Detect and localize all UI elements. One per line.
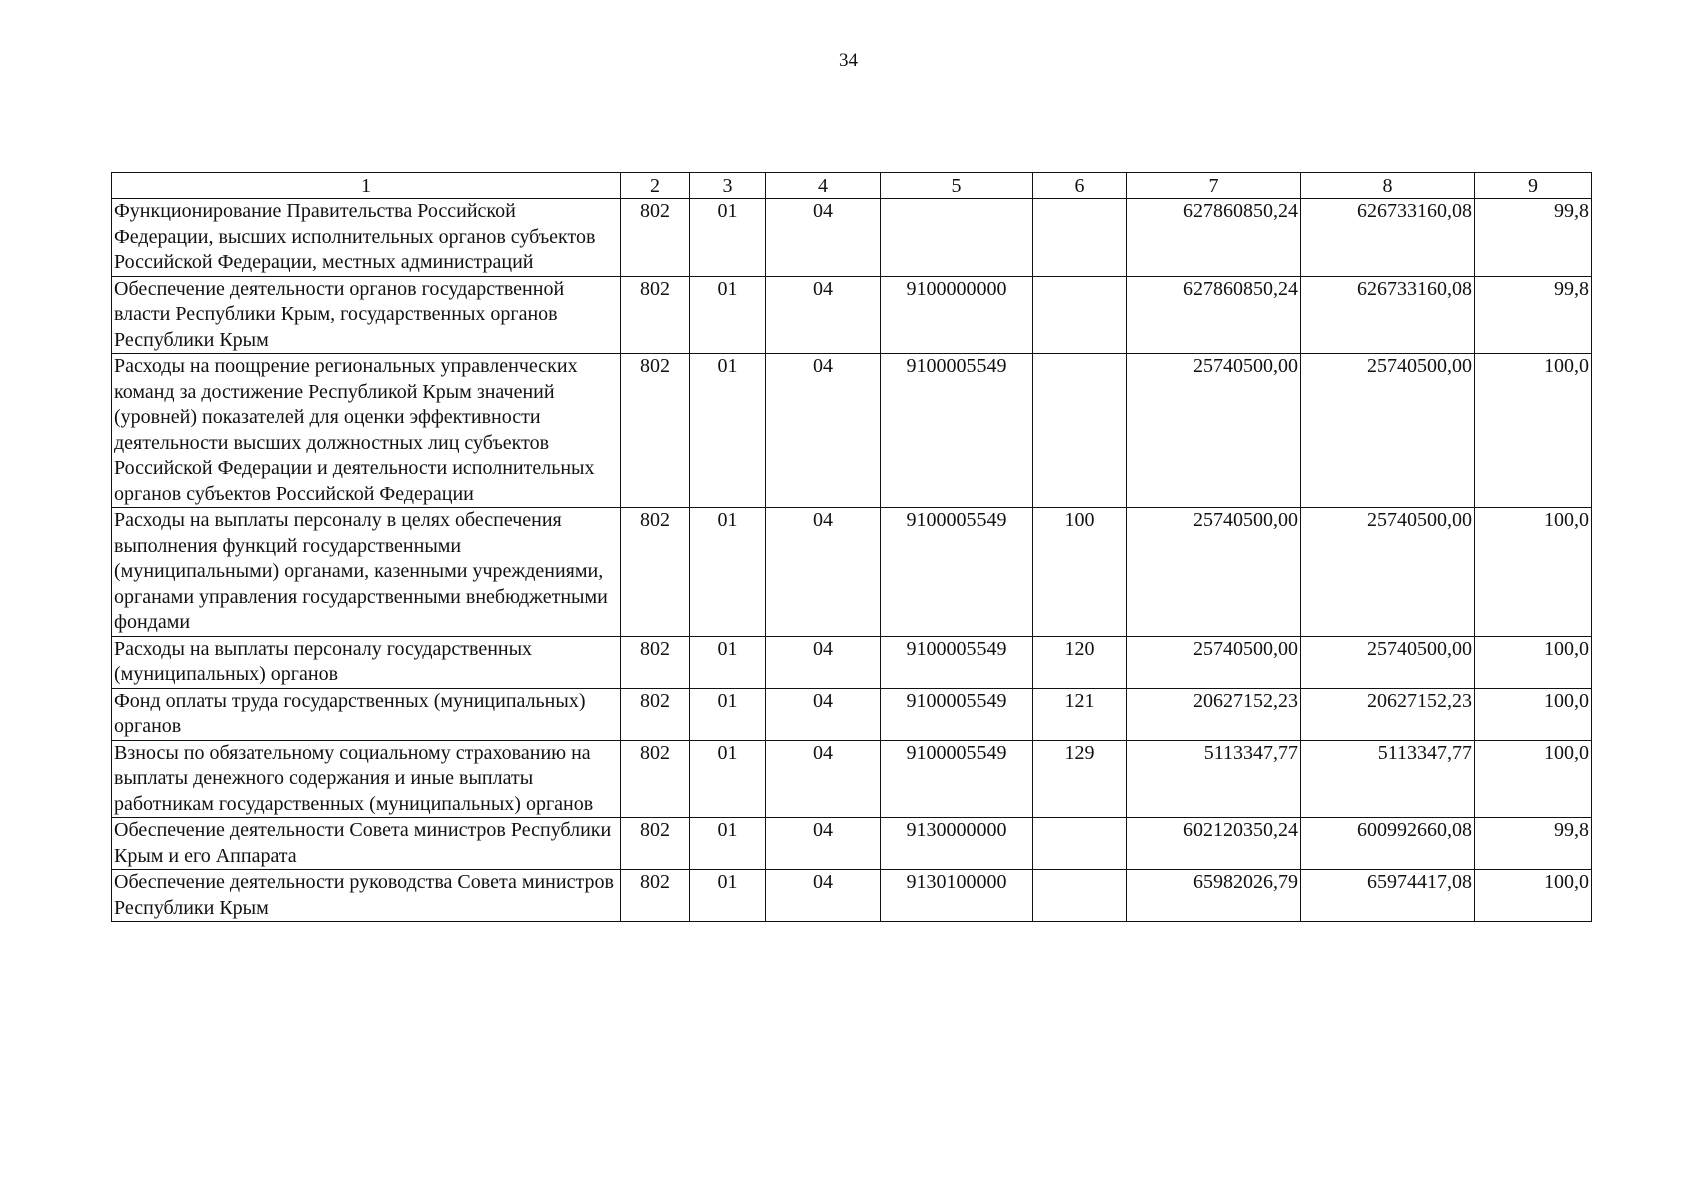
column-header-8: 8 (1301, 173, 1475, 199)
cell-col-5: 9130000000 (881, 818, 1033, 870)
column-header-9: 9 (1475, 173, 1592, 199)
cell-col-4: 04 (766, 740, 881, 818)
row-name: Расходы на выплаты персоналу в целях обеспечения выполнения функций государственными (муниципальными) органами, казенными учреждениями, органами управления государственными внебюджетными фондами (112, 508, 621, 637)
cell-col-7: 25740500,00 (1127, 636, 1301, 688)
cell-col-5: 9100005549 (881, 508, 1033, 637)
cell-col-8: 5113347,77 (1301, 740, 1475, 818)
budget-table (111, 172, 1592, 922)
cell-col-8: 20627152,23 (1301, 688, 1475, 740)
row-name: Функционирование Правительства Российской Федерации, высших исполнительных органов субъектов Российской Федерации, местных администраций (112, 199, 621, 277)
cell-col-8: 626733160,08 (1301, 276, 1475, 354)
cell-col-8: 65974417,08 (1301, 870, 1475, 922)
table-row (112, 688, 1592, 740)
cell-col-3: 01 (690, 740, 766, 818)
cell-col-6: 120 (1033, 636, 1127, 688)
cell-col-9: 100,0 (1475, 688, 1592, 740)
cell-col-3: 01 (690, 818, 766, 870)
cell-col-7: 25740500,00 (1127, 354, 1301, 508)
cell-col-7: 25740500,00 (1127, 508, 1301, 637)
cell-col-2: 802 (621, 636, 690, 688)
cell-col-8: 626733160,08 (1301, 199, 1475, 277)
cell-col-9: 99,8 (1475, 276, 1592, 354)
cell-col-5: 9100005549 (881, 354, 1033, 508)
cell-col-5: 9130100000 (881, 870, 1033, 922)
table-row (112, 199, 1592, 277)
cell-col-9: 99,8 (1475, 199, 1592, 277)
column-header-6: 6 (1033, 173, 1127, 199)
cell-col-9: 100,0 (1475, 740, 1592, 818)
cell-col-9: 100,0 (1475, 870, 1592, 922)
cell-col-6 (1033, 870, 1127, 922)
cell-col-4: 04 (766, 636, 881, 688)
cell-col-5: 9100000000 (881, 276, 1033, 354)
cell-col-6 (1033, 199, 1127, 277)
cell-col-7: 65982026,79 (1127, 870, 1301, 922)
cell-col-6 (1033, 818, 1127, 870)
cell-col-8: 25740500,00 (1301, 354, 1475, 508)
row-name: Расходы на поощрение региональных управленческих команд за достижение Республикой Крым значений (уровней) показателей для оценки эффективности деятельности высших должностных лиц субъектов Российской Федерации и деятельности исполнительных органов субъектов Российской Федерации (112, 354, 621, 508)
cell-col-2: 802 (621, 276, 690, 354)
cell-col-2: 802 (621, 199, 690, 277)
cell-col-8: 25740500,00 (1301, 636, 1475, 688)
table-row (112, 870, 1592, 922)
column-header-3: 3 (690, 173, 766, 199)
cell-col-3: 01 (690, 870, 766, 922)
cell-col-3: 01 (690, 199, 766, 277)
cell-col-3: 01 (690, 354, 766, 508)
cell-col-2: 802 (621, 688, 690, 740)
cell-col-6 (1033, 354, 1127, 508)
cell-col-6 (1033, 276, 1127, 354)
row-name: Обеспечение деятельности Совета министров Республики Крым и его Аппарата (112, 818, 621, 870)
table-row (112, 740, 1592, 818)
cell-col-7: 627860850,24 (1127, 199, 1301, 277)
cell-col-9: 99,8 (1475, 818, 1592, 870)
cell-col-6: 121 (1033, 688, 1127, 740)
row-name: Взносы по обязательному социальному страхованию на выплаты денежного содержания и иные выплаты работникам государственных (муниципальных) органов (112, 740, 621, 818)
cell-col-2: 802 (621, 818, 690, 870)
cell-col-4: 04 (766, 276, 881, 354)
cell-col-9: 100,0 (1475, 354, 1592, 508)
cell-col-2: 802 (621, 508, 690, 637)
row-name: Фонд оплаты труда государственных (муниципальных) органов (112, 688, 621, 740)
column-header-7: 7 (1127, 173, 1301, 199)
cell-col-7: 20627152,23 (1127, 688, 1301, 740)
column-header-5: 5 (881, 173, 1033, 199)
cell-col-8: 25740500,00 (1301, 508, 1475, 637)
cell-col-4: 04 (766, 199, 881, 277)
cell-col-6: 129 (1033, 740, 1127, 818)
cell-col-6: 100 (1033, 508, 1127, 637)
table-header-row (112, 173, 1592, 199)
cell-col-4: 04 (766, 818, 881, 870)
cell-col-4: 04 (766, 688, 881, 740)
table-row (112, 508, 1592, 637)
cell-col-4: 04 (766, 870, 881, 922)
row-name: Обеспечение деятельности органов государственной власти Республики Крым, государственных органов Республики Крым (112, 276, 621, 354)
table-row (112, 276, 1592, 354)
cell-col-2: 802 (621, 870, 690, 922)
column-header-4: 4 (766, 173, 881, 199)
cell-col-5 (881, 199, 1033, 277)
cell-col-4: 04 (766, 354, 881, 508)
cell-col-5: 9100005549 (881, 740, 1033, 818)
cell-col-8: 600992660,08 (1301, 818, 1475, 870)
cell-col-9: 100,0 (1475, 636, 1592, 688)
row-name: Обеспечение деятельности руководства Совета министров Республики Крым (112, 870, 621, 922)
cell-col-7: 5113347,77 (1127, 740, 1301, 818)
row-name: Расходы на выплаты персоналу государственных (муниципальных) органов (112, 636, 621, 688)
table-row (112, 636, 1592, 688)
table-row (112, 818, 1592, 870)
table-row (112, 354, 1592, 508)
cell-col-7: 627860850,24 (1127, 276, 1301, 354)
page-number: 34 (839, 50, 858, 71)
cell-col-7: 602120350,24 (1127, 818, 1301, 870)
cell-col-3: 01 (690, 508, 766, 637)
cell-col-9: 100,0 (1475, 508, 1592, 637)
cell-col-3: 01 (690, 688, 766, 740)
cell-col-2: 802 (621, 354, 690, 508)
cell-col-3: 01 (690, 276, 766, 354)
column-header-1: 1 (112, 173, 621, 199)
cell-col-2: 802 (621, 740, 690, 818)
cell-col-5: 9100005549 (881, 688, 1033, 740)
column-header-2: 2 (621, 173, 690, 199)
cell-col-5: 9100005549 (881, 636, 1033, 688)
cell-col-4: 04 (766, 508, 881, 637)
cell-col-3: 01 (690, 636, 766, 688)
